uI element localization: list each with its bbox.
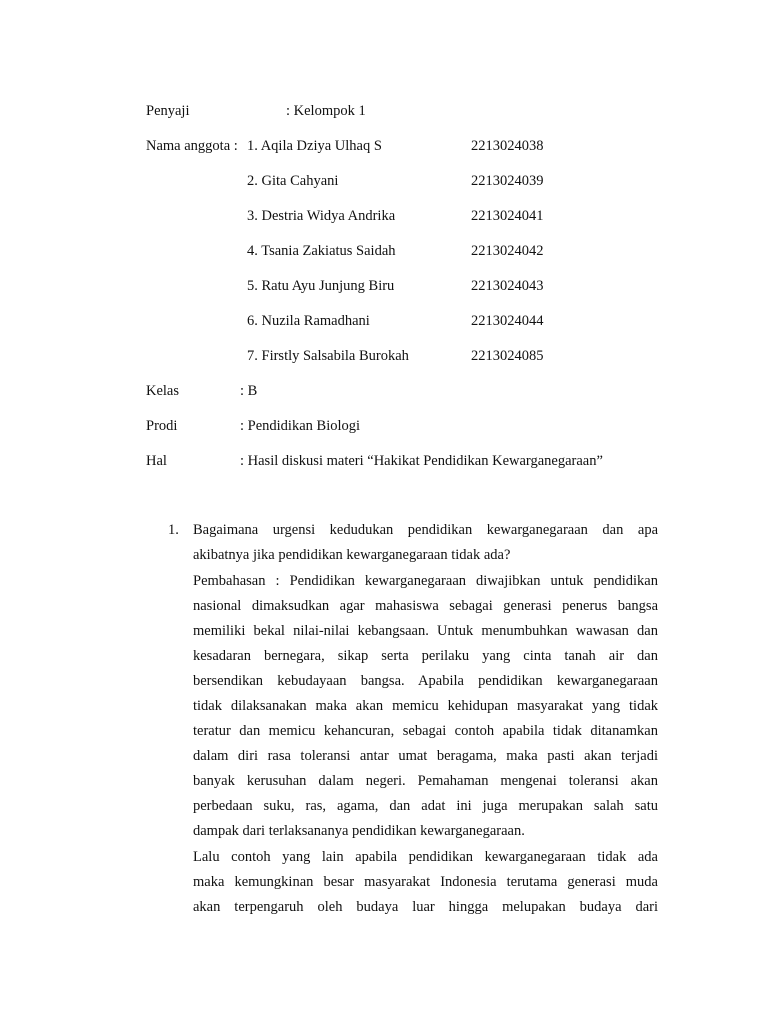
- body-line: maka kemungkinan besar masyarakat Indonesia terutama generasi muda: [193, 874, 658, 890]
- member-name: 2. Gita Cahyani: [247, 173, 339, 189]
- member-name: 7. Firstly Salsabila Burokah: [247, 348, 409, 364]
- member-nim: 2213024043: [471, 278, 544, 294]
- member-nim: 2213024042: [471, 243, 544, 259]
- member-nim: 2213024044: [471, 313, 544, 329]
- body-line: perbedaan suku, ras, agama, dan adat ini juga merupakan salah satu: [193, 798, 658, 814]
- member-name: 3. Destria Widya Andrika: [247, 208, 396, 224]
- member-name: 6. Nuzila Ramadhani: [247, 313, 370, 329]
- member-nim: 2213024085: [471, 348, 544, 364]
- body-line: nasional dimaksudkan agar mahasiswa sebagai generasi penerus bangsa: [193, 598, 658, 614]
- question-text-line: Bagaimana urgensi kedudukan pendidikan kewarganegaraan dan apa: [193, 522, 658, 538]
- body-line: Pembahasan : Pendidikan kewarganegaraan diwajibkan untuk pendidikan: [193, 573, 658, 589]
- member-name: 5. Ratu Ayu Junjung Biru: [247, 278, 395, 294]
- body-line: kesadaran bernegara, sikap serta perilaku yang cinta tanah air dan: [193, 648, 658, 664]
- member-name: 1. Aqila Dziya Ulhaq S: [247, 138, 382, 154]
- body-line: dampak dari terlaksananya pendidikan kewarganegaraan.: [193, 823, 525, 839]
- field-label-prodi: Prodi: [146, 418, 178, 434]
- question-text-line: akibatnya jika pendidikan kewarganegaraan tidak ada?: [193, 547, 511, 563]
- field-label-anggota: Nama anggota :: [146, 138, 238, 154]
- field-value-kelas: : B: [240, 383, 258, 399]
- field-value-hal: : Hasil diskusi materi “Hakikat Pendidikan Kewarganegaraan”: [240, 453, 603, 469]
- question-number: 1.: [168, 522, 179, 538]
- body-line: memiliki bekal nilai-nilai kebangsaan. Untuk menumbuhkan wawasan dan: [193, 623, 658, 639]
- body-line: tidak dilaksanakan maka akan memicu kehidupan masyarakat yang tidak: [193, 698, 658, 714]
- member-nim: 2213024039: [471, 173, 544, 189]
- field-label-hal: Hal: [146, 453, 167, 469]
- body-line: teratur dan memicu kehancuran, sebagai contoh apabila tidak ditanamkan: [193, 723, 658, 739]
- member-name: 4. Tsania Zakiatus Saidah: [247, 243, 396, 259]
- field-label-penyaji: Penyaji: [146, 103, 190, 119]
- body-line: akan terpengaruh oleh budaya luar hingga melupakan budaya dari: [193, 899, 658, 915]
- body-line: Lalu contoh yang lain apabila pendidikan kewarganegaraan tidak ada: [193, 849, 658, 865]
- member-nim: 2213024038: [471, 138, 544, 154]
- body-line: dalam diri rasa toleransi antar umat beragama, maka pasti akan terjadi: [193, 748, 658, 764]
- body-line: bersendikan kebudayaan bangsa. Apabila pendidikan kewarganegaraan: [193, 673, 658, 689]
- body-line: banyak kerusuhan dalam negeri. Pemahaman mengenai toleransi akan: [193, 773, 658, 789]
- field-value-prodi: : Pendidikan Biologi: [240, 418, 361, 434]
- member-nim: 2213024041: [471, 208, 544, 224]
- field-value-penyaji: : Kelompok 1: [286, 103, 366, 119]
- field-label-kelas: Kelas: [146, 383, 180, 399]
